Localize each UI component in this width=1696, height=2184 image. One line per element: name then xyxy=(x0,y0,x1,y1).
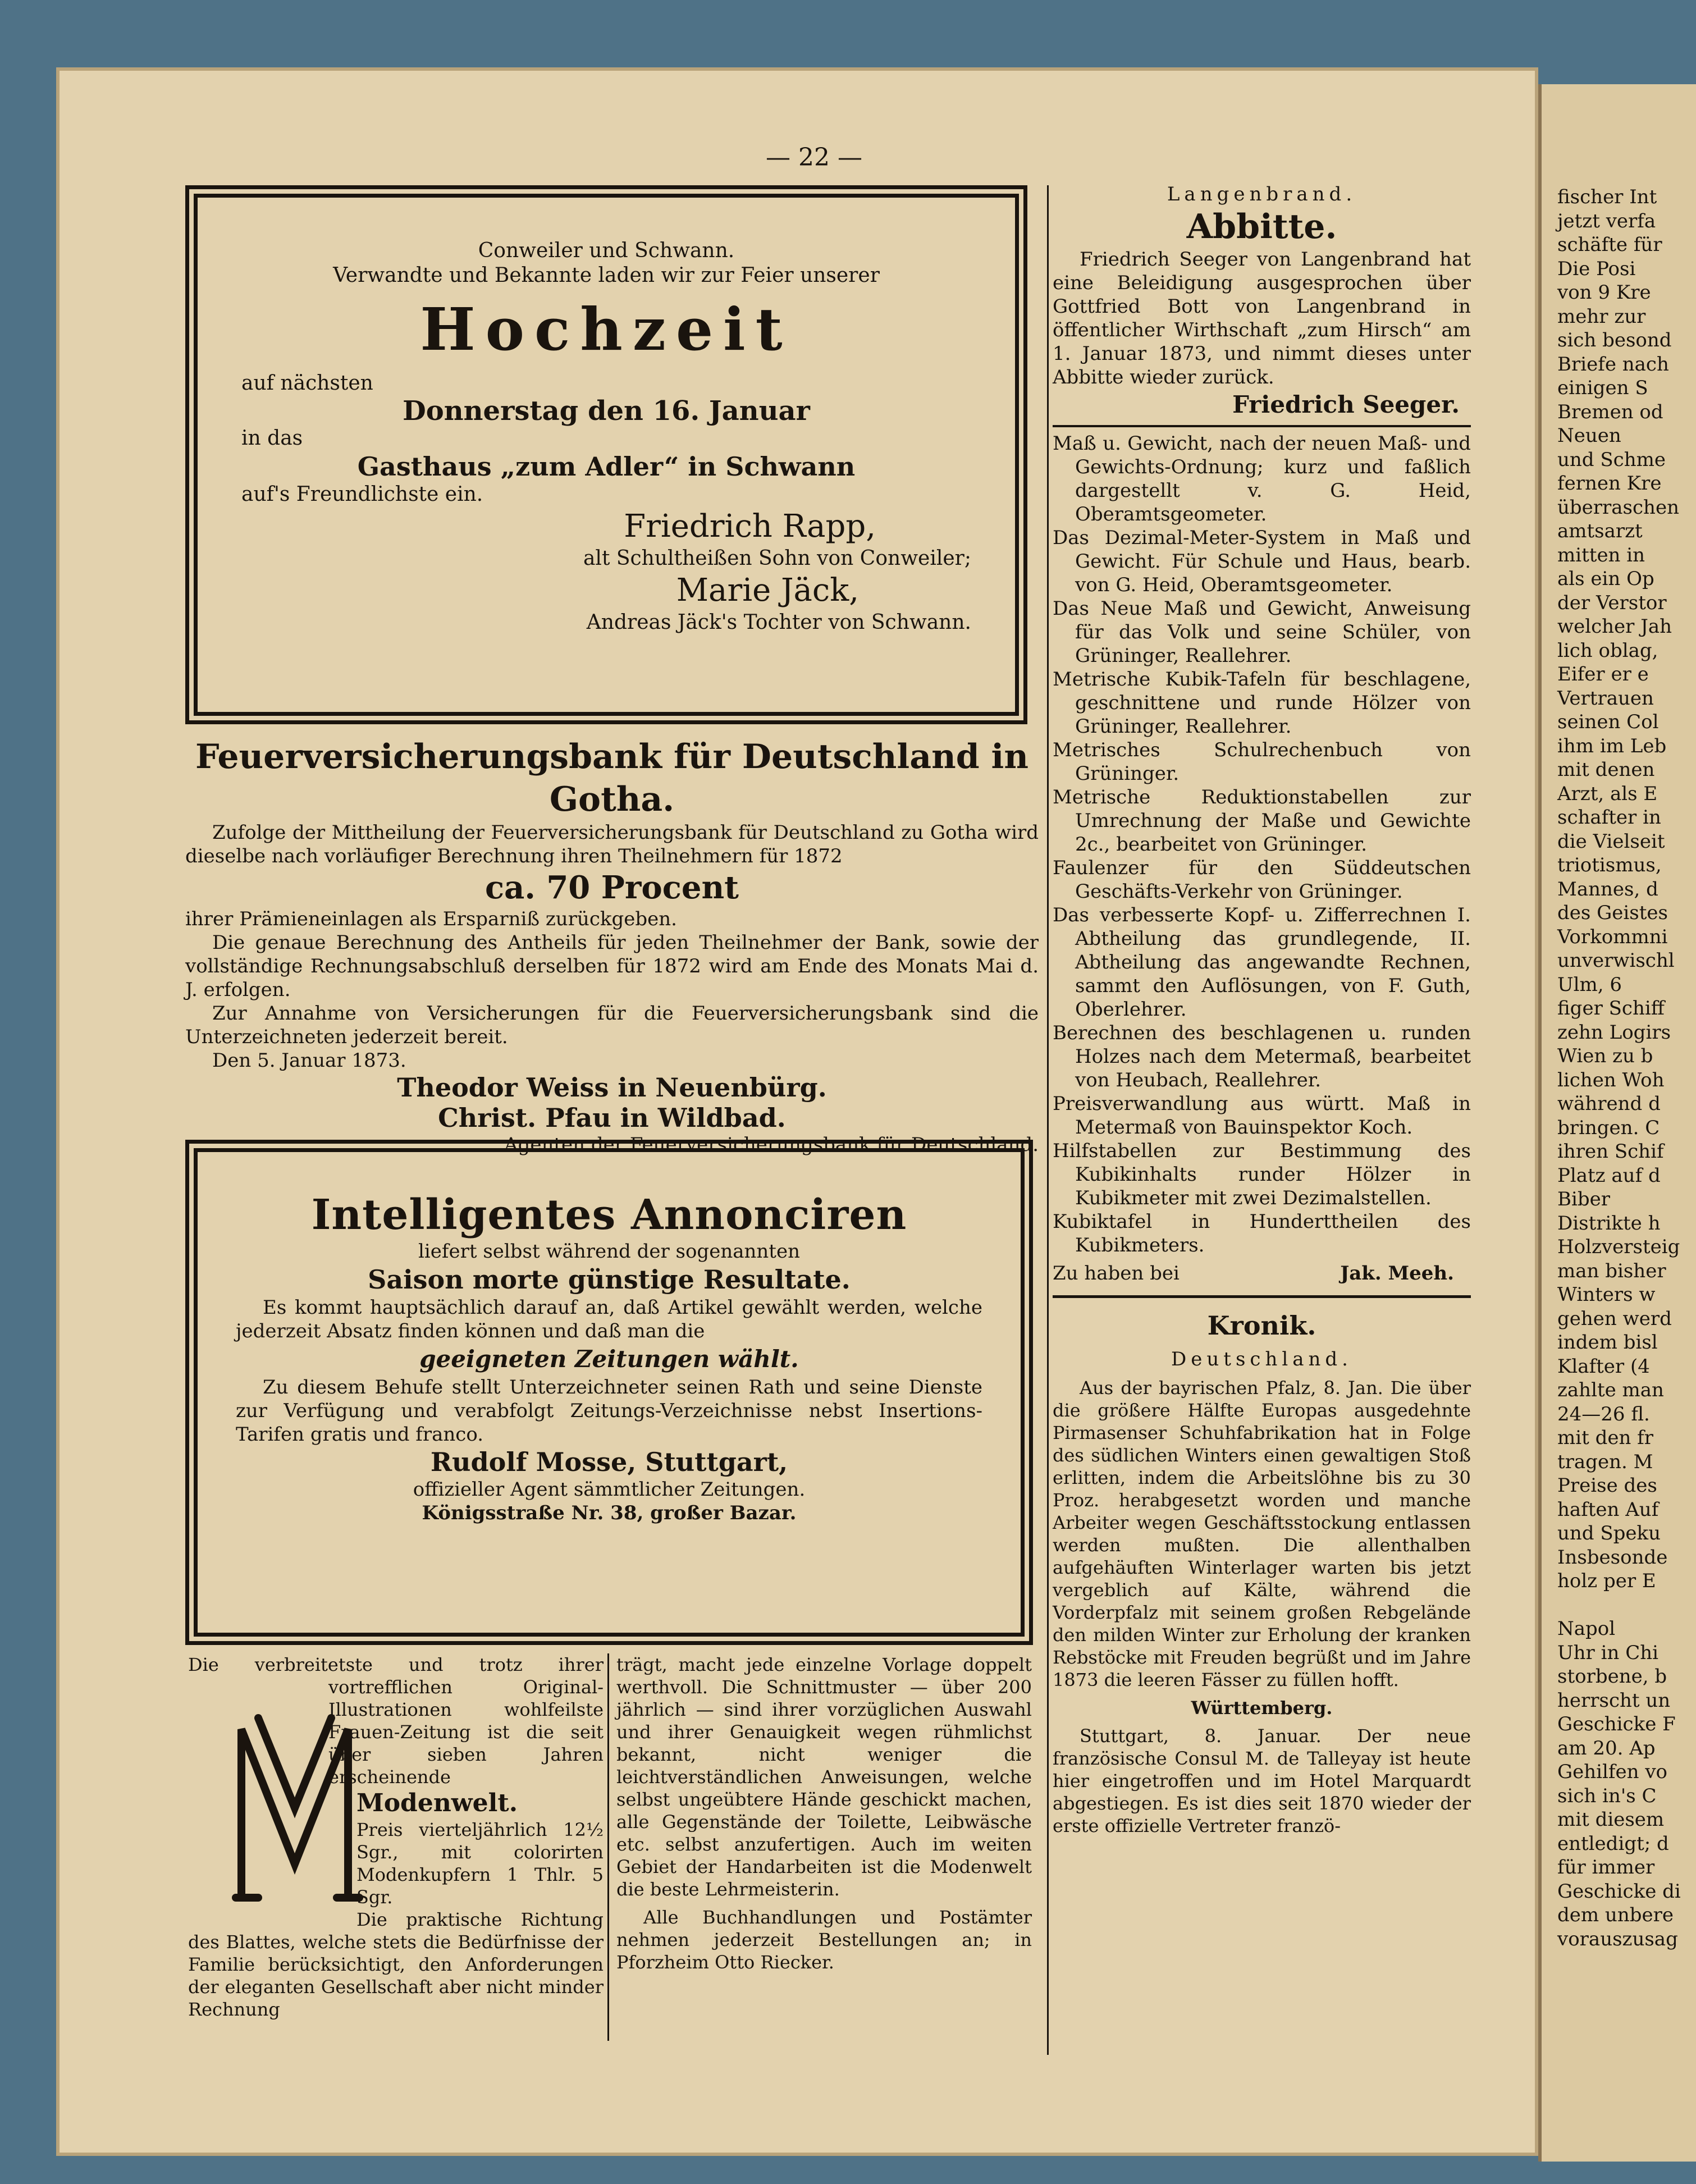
next-page-line: mitten in xyxy=(1557,543,1645,566)
modenwelt-logo-icon xyxy=(225,1696,365,1909)
next-page-line: entledigt; d xyxy=(1557,1832,1669,1855)
book-item: Preisverwandlung aus württ. Maß in Metermaß von Bauinspektor Koch. xyxy=(1053,1093,1471,1139)
modenwelt-name: Modenwelt. xyxy=(356,1789,518,1817)
next-page-line: Bremen od xyxy=(1557,400,1663,423)
wedding-line4: in das xyxy=(241,427,303,450)
next-page-line: mit diesem xyxy=(1557,1808,1665,1831)
bride-name: Marie Jäck, xyxy=(676,572,859,609)
wedding-line1: Conweiler und Schwann. xyxy=(478,239,735,262)
next-page-line: Ulm, 6 xyxy=(1557,973,1622,996)
next-page-line: Vorkommni xyxy=(1557,925,1668,948)
insurance-agent2: Christ. Pfau in Wildbad. xyxy=(438,1103,786,1133)
next-page-line: vorauszusag xyxy=(1557,1927,1678,1950)
wedding-venue: Gasthaus „zum Adler“ in Schwann xyxy=(357,451,856,482)
annonce-title: Intelligentes Annonciren xyxy=(311,1191,907,1239)
book-item: Maß u. Gewicht, nach der neuen Maß- und Gewichts-Ordnung; kurz und faßlich dargestellt v. G. Heid, Oberamtsgeometer. xyxy=(1053,432,1471,526)
next-page-line: bringen. C xyxy=(1557,1116,1660,1139)
modenwelt-right xyxy=(616,1653,1032,1973)
modenwelt-p4: Alle Buchhandlungen und Postämter nehmen jederzeit Bestellungen an; in Pforzheim Otto Riecker. xyxy=(616,1907,1032,1973)
next-page-line: Holzversteig xyxy=(1557,1236,1680,1258)
book-item: Faulenzer für den Süddeutschen Geschäfts-Verkehr von Grüninger. xyxy=(1053,857,1471,903)
next-page-line: Neuen xyxy=(1557,424,1621,447)
next-page-line: Napol xyxy=(1557,1618,1616,1640)
next-page-line: sich in's C xyxy=(1557,1784,1657,1807)
kronik-p1: Aus der bayrischen Pfalz, 8. Jan. Die über die größere Hälfte Europas ausgedehnte Pirmasenser Schuhfabrikation hat in Folge des südlichen Winters einen gewaltigen Stoß erlitten, indem die Arbeitslöhne bis zu 30 Proz. herabgesetzt worden und manche Arbeiter wegen Geschäftsstockung entlassen werden mußten. Die allenthalben aufgehäuften Winterlager warten bis jetzt vergeblich auf Kälte, während die Vorderpfalz mit seinem großen Rebgelände den milden Winter zur Erholung der kranken Rebstöcke mit Freuden begrüßt und im Jahre 1873 die leeren Fässer zu füllen hofft. xyxy=(1053,1377,1471,1690)
book-item: Metrisches Schulrechenbuch von Grüninger. xyxy=(1053,739,1471,785)
book-item: Kubiktafel in Hunderttheilen des Kubikmeters. xyxy=(1053,1210,1471,1257)
insurance-agent1: Theodor Weiss in Neuenbürg. xyxy=(397,1072,827,1103)
rule-1 xyxy=(1053,425,1471,427)
book-item: Das verbesserte Kopf- u. Zifferrechnen I. Abtheilung das grundlegende, II. Abtheilung das angewandte Rechnen, sammt den Auflösungen, von F. Guth, Oberlehrer. xyxy=(1053,904,1471,1021)
groom-name: Friedrich Rapp, xyxy=(624,508,876,545)
book-item: Berechnen des beschlagenen u. runden Holzes nach dem Metermaß, bearbeitet von Heubach, Reallehrer. xyxy=(1053,1022,1471,1091)
annonce-l3: Es kommt hauptsächlich darauf an, daß Artikel gewählt werden, welche jederzeit Absatz finden können und daß man die xyxy=(236,1296,982,1342)
right-column xyxy=(1053,182,1471,1837)
next-page-line: Biber xyxy=(1557,1188,1610,1210)
rule-2 xyxy=(1053,1295,1471,1298)
next-page-line: die Vielseit xyxy=(1557,830,1665,853)
column-divider xyxy=(1047,185,1049,2055)
next-page-line: Die Posi xyxy=(1557,257,1636,280)
next-page-line: Gehilfen vo xyxy=(1557,1761,1668,1783)
insurance-p1: Zufolge der Mittheilung der Feuerversicherungsbank für Deutschland zu Gotha wird dieselbe nach vorläufiger Berechnung ihren Theilnehmern für 1872 xyxy=(185,821,1039,867)
next-page-line: während d xyxy=(1557,1093,1661,1115)
next-page-line: am 20. Ap xyxy=(1557,1737,1656,1760)
abbitte-text: Friedrich Seeger von Langenbrand hat eine Beleidigung ausgesprochen über Gottfried Bott von Langenbrand in öffentlicher Wirthschaft „zum Hirsch“ am 1. Januar 1873, und nimmt dieses unter Abbitte wieder zurück. xyxy=(1053,248,1471,389)
next-page-line: Mannes, d xyxy=(1557,878,1658,901)
next-page-edge xyxy=(1538,84,1696,2162)
next-page-line: seinen Col xyxy=(1557,711,1659,733)
annonce-sig: Rudolf Mosse, Stuttgart, xyxy=(430,1447,788,1477)
next-page-line: Wien zu b xyxy=(1557,1045,1653,1067)
next-page-line: tragen. M xyxy=(1557,1450,1653,1473)
modenwelt-p2: Die praktische Richtung des Blattes, welche stets die Bedürfnisse der Familie berücksichtigt, den Anforderungen der eleganten Gesellschaft aber nicht minder Rechnung xyxy=(188,1909,604,2020)
next-page-line: mehr zur xyxy=(1557,305,1646,328)
next-page-line: Vertrauen xyxy=(1557,687,1654,710)
next-page-line: des Geistes xyxy=(1557,902,1668,924)
next-page-line: zahlte man xyxy=(1557,1379,1664,1401)
annonce-l1: liefert selbst während der sogenannten xyxy=(418,1240,800,1263)
wedding-date: Donnerstag den 16. Januar xyxy=(403,395,810,427)
next-page-line: Geschicke di xyxy=(1557,1880,1681,1903)
next-page-line: ihm im Leb xyxy=(1557,734,1667,757)
next-page-line: Preise des xyxy=(1557,1474,1657,1497)
abbitte-title: Abbitte. xyxy=(1186,207,1337,246)
next-page-line: unverwischl xyxy=(1557,949,1675,972)
book-item: Das Neue Maß und Gewicht, Anweisung für das Volk und seine Schüler, von Grüninger, Reallehrer. xyxy=(1053,597,1471,667)
next-page-line: schafter in xyxy=(1557,806,1661,829)
book-item: Metrische Kubik-Tafeln für beschlagene, geschnittene und runde Hölzer von Grüninger, Reallehrer. xyxy=(1053,668,1471,738)
insurance-date: Den 5. Januar 1873. xyxy=(212,1049,406,1072)
next-page-line: von 9 Kre xyxy=(1557,281,1651,304)
next-page-line: Distrikte h xyxy=(1557,1212,1661,1235)
next-page-line: figer Schiff xyxy=(1557,997,1665,1020)
abbitte-place: Langenbrand. xyxy=(1167,183,1357,205)
next-page-line: ihren Schif xyxy=(1557,1140,1664,1163)
book-item: Metrische Reduktionstabellen zur Umrechnung der Maße und Gewichte 2c., bearbeitet von Grüninger. xyxy=(1053,786,1471,856)
modenwelt-p3: trägt, macht jede einzelne Vorlage doppelt werthvoll. Die Schnittmuster — über 200 jährlich — sind ihrer vorzüglichen Auswahl und ihrer Genauigkeit wegen rühmlichst bekannt, nicht weniger die leichtverständlichen Anweisungen, welche selbst ungeübtere Hände geschickt machen, alle Gegenstände der Toilette, Leibwäsche etc. selbst anzufertigen. Auch im weiten Gebiet der Handarbeiten ist die Modenwelt die beste Lehrmeisterin. xyxy=(616,1654,1032,1900)
next-page-line: amtsarzt xyxy=(1557,520,1643,542)
insurance-p2: ihrer Prämieneinlagen als Ersparniß zurückgeben. xyxy=(185,908,677,930)
next-page-line: als ein Op xyxy=(1557,568,1654,590)
wedding-line2: Verwandte und Bekannte laden wir zur Feier unserer xyxy=(333,264,880,287)
wedding-ad xyxy=(241,239,971,635)
books-list xyxy=(1053,432,1471,1257)
insurance-p3: Die genaue Berechnung des Antheils für jeden Theilnehmer der Bank, sowie der vollständige Rechnungsabschluß derselben für 1872 wird am Ende des Monats Mai d. J. erfolgen. xyxy=(185,931,1039,1001)
kronik-sub2: Württemberg. xyxy=(1191,1697,1333,1719)
next-page-line: Klafter (4 xyxy=(1557,1355,1650,1378)
book-item: Hilfstabellen zur Bestimmung des Kubikinhalts runder Hölzer in Kubikmeter mit zwei Dezimalstellen. xyxy=(1053,1140,1471,1209)
next-page-line: Arzt, als E xyxy=(1557,782,1658,805)
insurance-agents: Agenten der Feuerversicherungsbank für Deutschland. xyxy=(504,1134,1039,1156)
next-page-line: fernen Kre xyxy=(1557,472,1662,495)
next-page-line: mit den fr xyxy=(1557,1427,1654,1449)
next-page-line: mit denen xyxy=(1557,759,1655,781)
insurance-ad xyxy=(185,735,1039,1157)
next-page-line: Platz auf d xyxy=(1557,1164,1661,1187)
next-page-line: sich besond xyxy=(1557,329,1672,351)
next-page-line: überraschen xyxy=(1557,496,1679,519)
books-footer-left: Zu haben bei xyxy=(1053,1262,1180,1285)
insurance-title: Feuerversicherungsbank für Deutschland in Gotha. xyxy=(195,737,1028,819)
next-page-line: dem unbere xyxy=(1557,1904,1674,1926)
next-page-line: Briefe nach xyxy=(1557,353,1669,376)
next-page-line: gehen werd xyxy=(1557,1307,1672,1330)
next-page-line: der Verstor xyxy=(1557,591,1667,614)
next-page-line: Uhr in Chi xyxy=(1557,1641,1658,1664)
annonce-l5: Zu diesem Behufe stellt Unterzeichneter seinen Rath und seine Dienste zur Verfügung und verabfolgt Zeitungs-Verzeichnisse nebst Insertions-Tarifen gratis und franco. xyxy=(236,1376,982,1446)
modenwelt-intro: Die verbreitetste und trotz ihrer vortrefflichen Original-Illustrationen wohlfeilste Frauen-Zeitung ist die seit über sieben Jahren erscheinende xyxy=(188,1654,604,1788)
annonce-sig3: Königsstraße Nr. 38, großer Bazar. xyxy=(422,1502,797,1524)
next-page-line: fischer Int xyxy=(1557,186,1657,208)
kronik-title: Kronik. xyxy=(1207,1310,1316,1341)
next-page-line: triotismus, xyxy=(1557,854,1662,876)
next-page-line: jetzt verfa xyxy=(1557,209,1656,232)
next-page-line: und Speku xyxy=(1557,1522,1661,1545)
annonce-l2: Saison morte günstige Resultate. xyxy=(368,1264,851,1295)
next-page-line: für immer xyxy=(1557,1856,1655,1879)
next-page-line: man bisher xyxy=(1557,1259,1666,1282)
next-page-line: welcher Jah xyxy=(1557,615,1672,638)
book-item: Das Dezimal-Meter-System in Maß und Gewicht. Für Schule und Haus, bearb. von G. Heid, Oberamtsgeometer. xyxy=(1053,527,1471,596)
insurance-amount: ca. 70 Procent xyxy=(484,869,739,906)
annonce-l4: geeigneten Zeitungen wählt. xyxy=(419,1345,799,1373)
books-footer-right: Jak. Meeh. xyxy=(1340,1262,1454,1285)
wedding-line3: auf nächsten xyxy=(241,372,373,395)
page-number: — 22 — xyxy=(766,143,862,172)
annonce-sig2: offizieller Agent sämmtlicher Zeitungen. xyxy=(413,1478,806,1501)
next-page-line: einigen S xyxy=(1557,377,1648,399)
next-page-line: indem bisl xyxy=(1557,1331,1658,1354)
modenwelt-divider xyxy=(607,1653,609,2041)
groom-desc: alt Schultheißen Sohn von Conweiler; xyxy=(583,547,971,570)
annonce-ad xyxy=(236,1190,982,1525)
wedding-line5: auf's Freundlichste ein. xyxy=(241,483,483,506)
next-page-line xyxy=(1557,1593,1681,1618)
abbitte-sig: Friedrich Seeger. xyxy=(1232,391,1460,418)
next-page-line: storbene, b xyxy=(1557,1665,1667,1688)
kronik-sub: Deutschland. xyxy=(1171,1348,1352,1370)
kronik-p2: Stuttgart, 8. Januar. Der neue französische Consul M. de Talleyay ist heute hier eingetroffen und im Hotel Marquardt abgestiegen. Es ist dies seit 1870 wieder der erste offizielle Vertreter franzö- xyxy=(1053,1725,1471,1836)
next-page-line: Geschicke F xyxy=(1557,1713,1676,1735)
next-page-line: und Schme xyxy=(1557,448,1666,471)
next-page-line: haften Auf xyxy=(1557,1498,1659,1521)
next-page-line: herrscht un xyxy=(1557,1689,1671,1712)
next-page-line: zehn Logirs xyxy=(1557,1021,1671,1044)
next-page-line: holz per E xyxy=(1557,1570,1656,1592)
next-page-line: lichen Woh xyxy=(1557,1068,1665,1091)
insurance-p4: Zur Annahme von Versicherungen für die Feuerversicherungsbank sind die Unterzeichneten jederzeit bereit. xyxy=(185,1002,1039,1048)
next-page-line: 24—26 fl. xyxy=(1557,1402,1650,1425)
next-page-text xyxy=(1557,185,1681,1951)
next-page-line: schäfte für xyxy=(1557,234,1662,256)
next-page-line: Insbesonde xyxy=(1557,1546,1668,1569)
next-page-line: Eifer er e xyxy=(1557,663,1649,686)
wedding-title: Hochzeit xyxy=(420,295,793,364)
books-footer xyxy=(1053,1262,1471,1285)
next-page-line: lich oblag, xyxy=(1557,639,1658,662)
bride-desc: Andreas Jäck's Tochter von Schwann. xyxy=(586,611,971,634)
modenwelt-price: Preis vierteljährlich 12½ Sgr., mit colorirten Modenkupfern 1 Thlr. 5 Sgr. xyxy=(356,1819,604,1908)
next-page-line: Winters w xyxy=(1557,1283,1656,1306)
